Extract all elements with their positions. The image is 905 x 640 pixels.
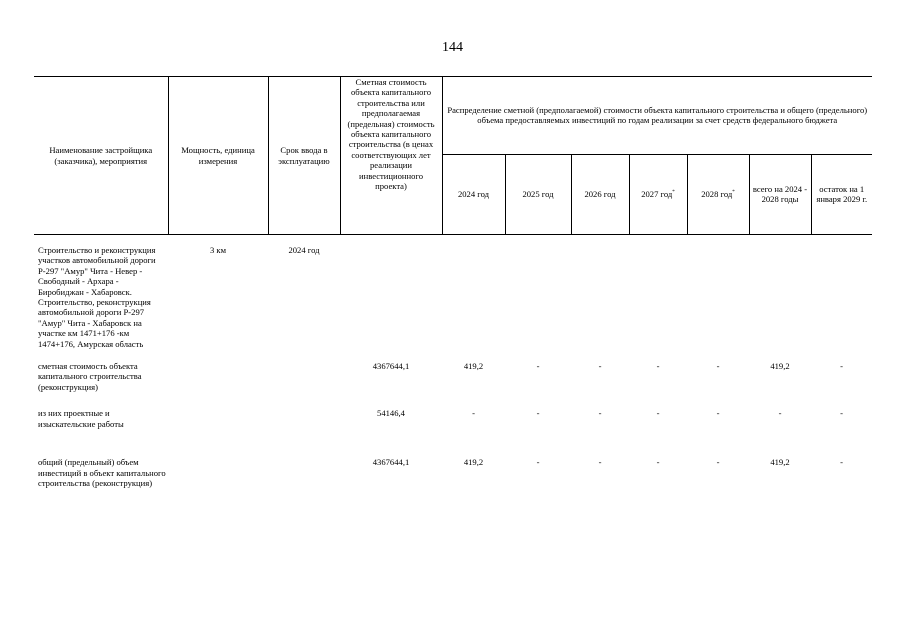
row-value-2024: - (472, 408, 475, 419)
header-name-column: Наименование застройщика (заказчика), мероприятия (34, 77, 168, 235)
header-deadline-column: Срок ввода в эксплуатацию (268, 77, 340, 235)
row-value-2025: - (536, 457, 540, 468)
row-label: из них проектные и изыскательские работы (38, 408, 124, 429)
header-year-2026: 2026 год (571, 154, 629, 234)
footnote-mark-2027: * (672, 190, 675, 196)
row-cost: 4367644,1 (372, 457, 410, 468)
header-distribution: Распределение сметной (предполагаемой) стоимости объекта капитального строительства и общего (предельного) объема предоставляемых инвестиций по годам реализации за счет средств федерального бюджета (442, 77, 872, 155)
object-deadline: 2024 год (288, 245, 320, 255)
row-value-2027: - (656, 361, 660, 372)
row-total: - (778, 408, 782, 419)
investment-table (34, 76, 872, 488)
header-year-2028 (687, 154, 749, 234)
row-cost: 54146,4 (377, 408, 405, 419)
header-year-2027 (629, 154, 687, 234)
table-row (34, 457, 872, 488)
row-cost: 4367644,1 (372, 361, 410, 372)
table-row (34, 361, 872, 408)
page-number: 144 (442, 40, 463, 55)
header-capacity-column: Мощность, единица измерения (168, 77, 268, 235)
row-value-2026: - (598, 457, 602, 468)
row-remainder: - (840, 361, 843, 372)
row-value-2024: 419,2 (463, 457, 484, 468)
row-label: общий (предельный) объем инвестиций в объект капитального строительства (реконструкция) (38, 457, 166, 488)
footnote-mark-2028: * (732, 190, 735, 196)
header-remainder: остаток на 1 января 2029 г. (811, 154, 872, 234)
header-year-2028-label: 2028 год (701, 189, 733, 200)
row-total: 419,2 (770, 457, 790, 468)
header-cost-column: Сметная стоимость объекта капитального строительства или предполагаемая (предельная) стоимость объекта капитального строительства (в ценах соответствующих лет реализации инвестиционного проекта) (340, 77, 442, 235)
row-value-2026: - (598, 361, 602, 372)
row-value-2028: - (716, 457, 720, 468)
table-row (34, 408, 872, 457)
header-year-2027-label: 2027 год (641, 189, 673, 200)
row-value-2026: - (598, 408, 602, 419)
row-label: сметная стоимость объекта капитального строительства (реконструкция) (38, 361, 142, 392)
row-value-2028: - (716, 408, 720, 419)
row-remainder: - (840, 408, 843, 419)
row-value-2028: - (716, 361, 720, 372)
header-year-2024: 2024 год (442, 154, 505, 234)
row-value-2025: - (536, 361, 540, 372)
row-value-2027: - (656, 408, 660, 419)
table-header (34, 77, 872, 235)
header-year-2025: 2025 год (505, 154, 571, 234)
header-total: всего на 2024 - 2028 годы (749, 154, 811, 234)
row-value-2027: - (656, 457, 660, 468)
object-name: Строительство и реконструкция участков автомобильной дороги Р-297 "Амур" Чита - Невер - Свободный - Архара - Биробиджан - Хабаровск. Строительство, реконструкция автомобильной дороги Р-297 "Амур" Чита - Хабаровск на участке км 1471+176 -км 1474+176, Амурская область (38, 245, 156, 349)
row-total: 419,2 (770, 361, 790, 372)
object-capacity: 3 км (209, 245, 227, 255)
object-row (34, 245, 872, 361)
row-value-2024: 419,2 (463, 361, 484, 372)
row-value-2025: - (536, 408, 540, 419)
row-remainder: - (840, 457, 843, 468)
